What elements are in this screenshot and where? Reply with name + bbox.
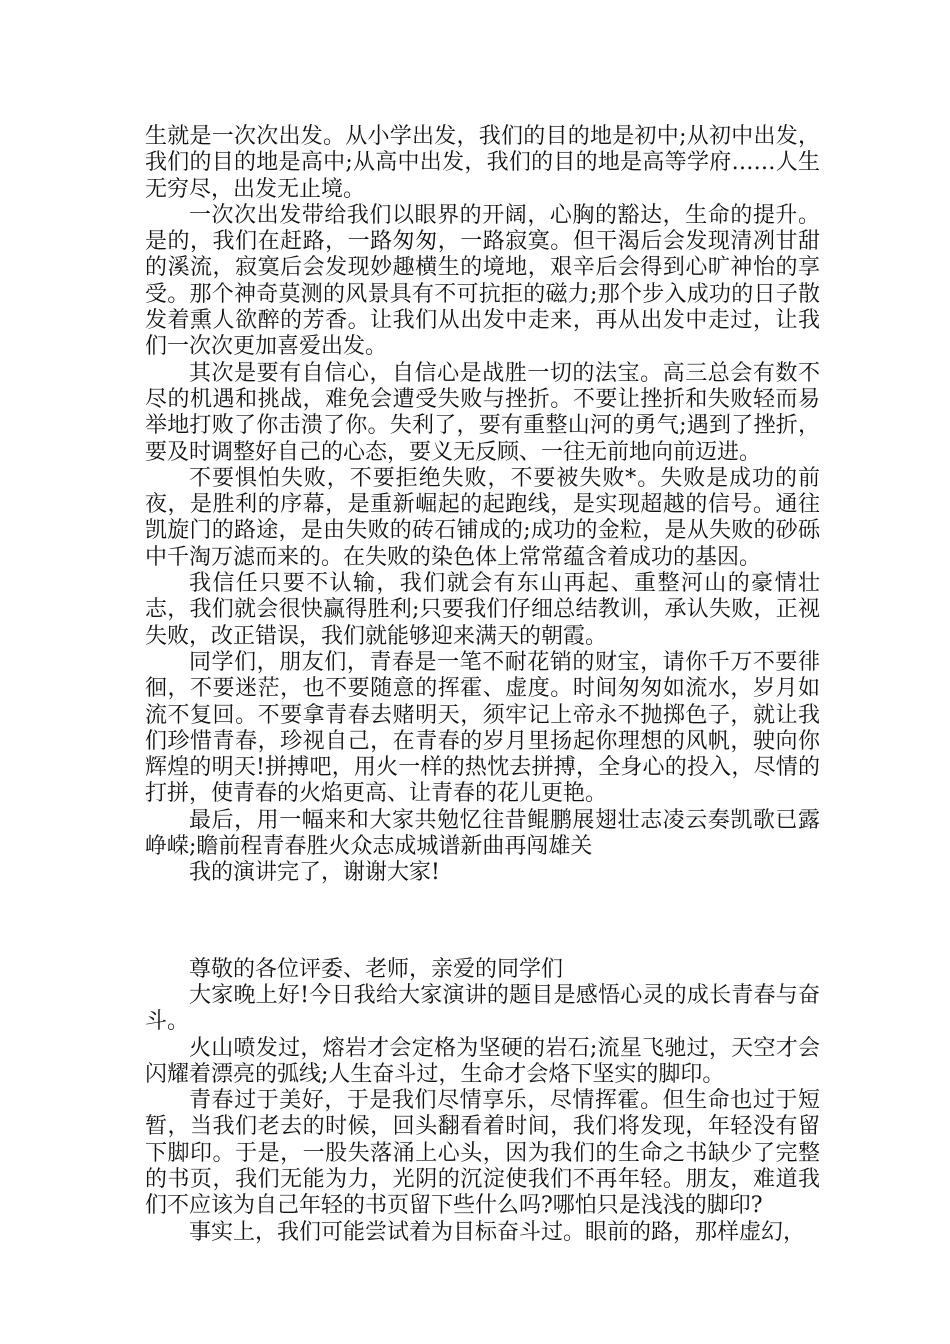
paragraph: 事实上，我们可能尝试着为目标奋斗过。眼前的路，那样虚幻， xyxy=(189,1219,806,1245)
closing-line: 我的演讲完了，谢谢大家! xyxy=(189,860,440,886)
salutation: 尊敬的各位评委、老师，亲爱的同学们 xyxy=(189,956,564,982)
document-page xyxy=(145,124,820,1246)
section-gap xyxy=(145,887,820,957)
paragraph: 一次次出发带给我们以眼界的开阔，心胸的豁达，生命的提升。是的，我们在赶路，一路匆匆，一路寂寞。但干渴后会发现清冽甘甜的溪流，寂寞后会发现妙趣横生的境地，艰辛后会得到心旷神怡的享受。那个神奇莫测的风景具有不可抗拒的磁力;那个步入成功的日子散发着熏人欲醉的芳香。让我们从出发中走来，再从出发中走过，让我们一次次更加喜爱出发。 xyxy=(145,202,820,360)
paragraph: 同学们，朋友们，青春是一笔不耐花销的财宝，请你千万不要徘徊，不要迷茫，也不要随意的挥霍、虚度。时间匆匆如流水，岁月如流不复回。不要拿青春去赌明天，须牢记上帝永不抛掷色子，就让我们珍惜青春，珍视自己，在青春的岁月里扬起你理想的风帆，驶向你辉煌的明天!拼搏吧，用火一样的热忱去拼搏，全身心的投入，尽情的打拼，使青春的火焰更高、让青春的花儿更艳。 xyxy=(145,649,820,807)
paragraph: 我信任只要不认输，我们就会有东山再起、重整河山的豪情壮志，我们就会很快赢得胜利;只要我们仔细总结教训，承认失败，正视失败，改正错误，我们就能够迎来满天的朝霞。 xyxy=(145,571,820,649)
paragraph: 大家晚上好!今日我给大家演讲的题目是感悟心灵的成长青春与奋斗。 xyxy=(145,982,820,1035)
paragraph: 生就是一次次出发。从小学出发，我们的目的地是初中;从初中出发，我们的目的地是高中;从高中出发，我们的目的地是高等学府……人生无穷尽，出发无止境。 xyxy=(145,124,820,202)
paragraph: 青春过于美好，于是我们尽情享乐，尽情挥霍。但生命也过于短暂，当我们老去的时候，回头翻看着时间，我们将发现，年轻没有留下脚印。于是，一股失落涌上心头，因为我们的生命之书缺少了完整的书页，我们无能为力，光阴的沉淀使我们不再年轻。朋友，难道我们不应该为自己年轻的书页留下些什么吗?哪怕只是浅浅的脚印? xyxy=(145,1088,820,1219)
paragraph: 不要惧怕失败，不要拒绝失败，不要被失败*。失败是成功的前夜，是胜利的序幕，是重新崛起的起跑线，是实现超越的信号。通往凯旋门的路途，是由失败的砖石铺成的;成功的金粒，是从失败的砂砾中千淘万滤而来的。在失败的染色体上常常蕴含着成功的基因。 xyxy=(145,465,820,570)
paragraph: 火山喷发过，熔岩才会定格为坚硬的岩石;流星飞驰过，天空才会闪耀着漂亮的弧线;人生奋斗过，生命才会烙下坚实的脚印。 xyxy=(145,1035,820,1087)
paragraph: 最后，用一幅来和大家共勉忆往昔鲲鹏展翅壮志凌云奏凯歌已露峥嵘;瞻前程青春胜火众志成城谱新曲再闯雄关 xyxy=(145,807,820,860)
paragraph: 其次是要有自信心，自信心是战胜一切的法宝。高三总会有数不尽的机遇和挑战，难免会遭受失败与挫折。不要让挫折和失败轻而易举地打败了你击溃了你。失利了，要有重整山河的勇气;遇到了挫折，要及时调整好自己的心态，要义无反顾、一往无前地向前迈进。 xyxy=(145,360,820,465)
